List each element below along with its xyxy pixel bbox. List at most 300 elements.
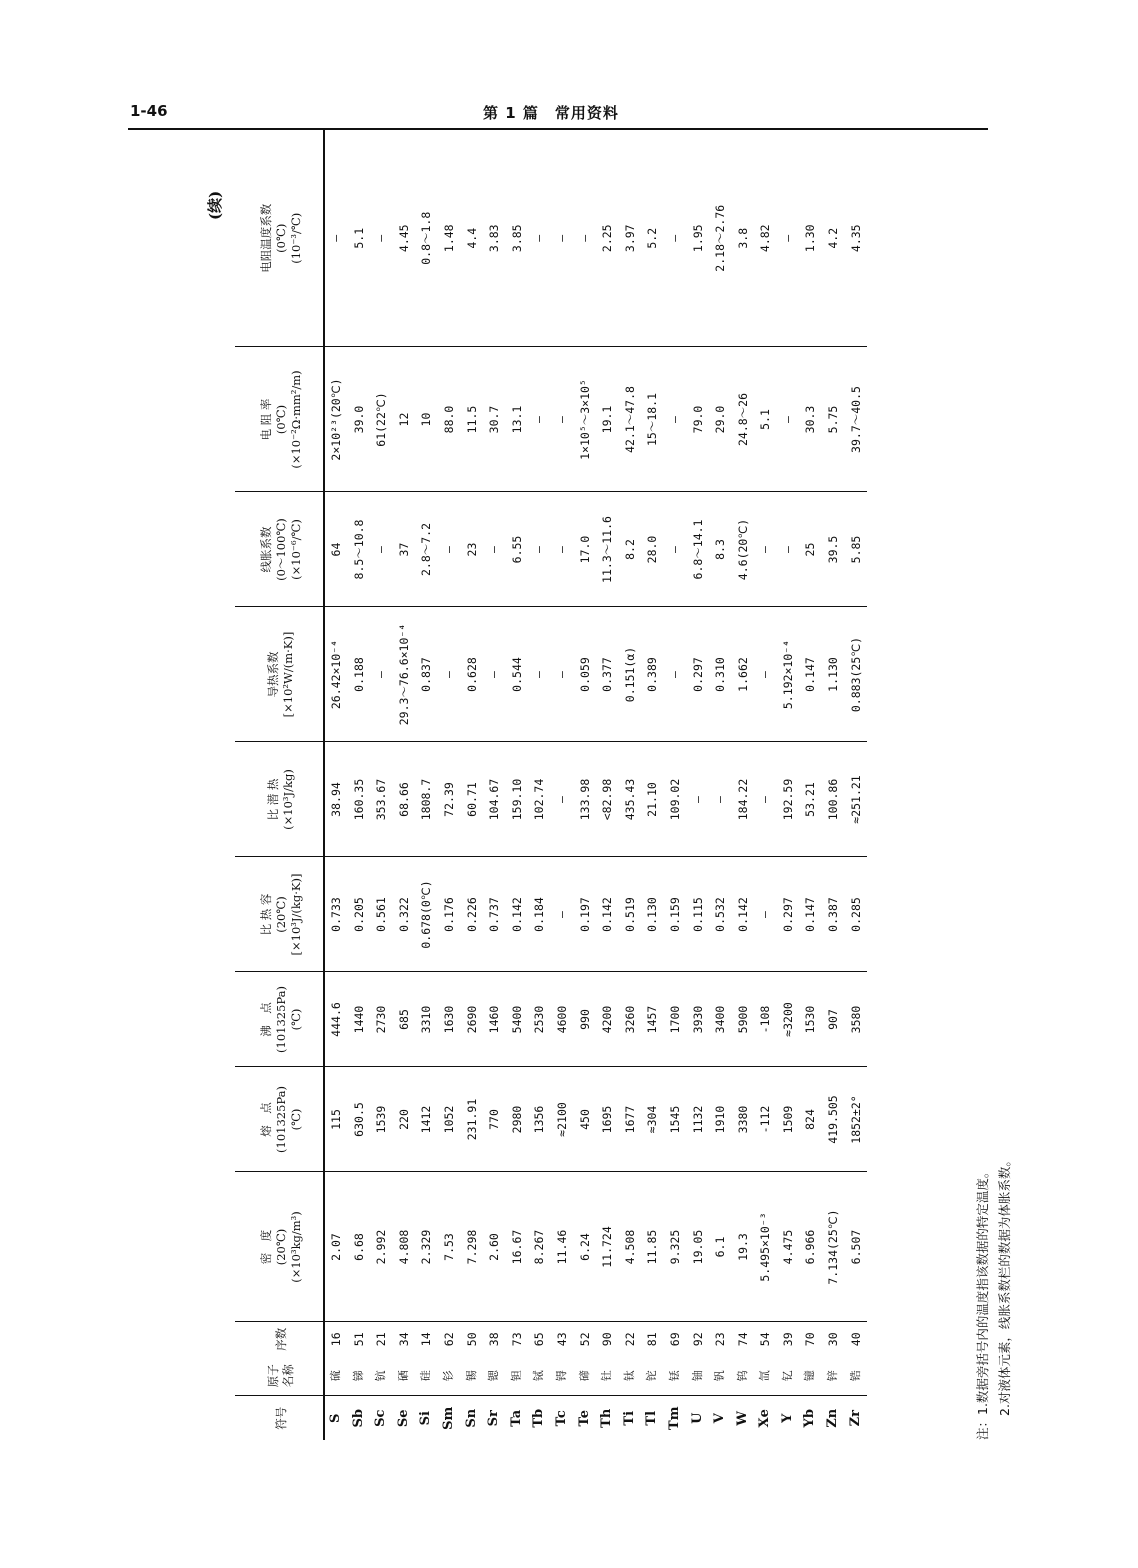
melting-point-cell: 1539 (370, 1067, 393, 1172)
name-cell: 钽 (509, 1370, 523, 1382)
boiling-point-cell: 444.6 (324, 972, 348, 1067)
header-melting-point (235, 1067, 324, 1172)
resistivity-cell: 1×10⁵～3×10⁵ (574, 347, 597, 492)
symbol-cell: Tb (528, 1396, 551, 1440)
name-cell: 钍 (600, 1370, 614, 1382)
header-symbol: 符号 (235, 1396, 324, 1440)
resistivity-cell: 39.7～40.5 (845, 347, 868, 492)
resistivity-cell: 13.1 (506, 347, 529, 492)
table-row (506, 130, 529, 1440)
latent-heat-cell: 21.10 (641, 742, 664, 857)
header-tempcoef-line-1: 电阻温度系数 (258, 203, 273, 273)
melting-point-cell: ≈2100 (551, 1067, 574, 1172)
linear-expansion-cell: 6.8～14.1 (687, 492, 710, 607)
density-cell: 4.475 (777, 1172, 800, 1322)
boiling-point-cell: 5400 (506, 972, 529, 1067)
atomic-number-cell: 30 (822, 1322, 845, 1356)
boiling-point-cell: 2690 (461, 972, 484, 1067)
melting-point-cell: 1695 (596, 1067, 619, 1172)
resistivity-cell: — (551, 347, 574, 492)
latent-heat-cell: 1808.7 (415, 742, 438, 857)
density-cell: 19.05 (687, 1172, 710, 1322)
melting-point-cell: 3380 (732, 1067, 755, 1172)
boiling-point-cell: 2530 (528, 972, 551, 1067)
header-density-line-2: (20℃) (273, 1228, 288, 1266)
thermal-conductivity-cell: — (754, 607, 777, 742)
thermal-conductivity-cell: 0.310 (709, 607, 732, 742)
specific-heat-cell: 0.142 (596, 857, 619, 972)
atomic-number-cell: 22 (619, 1322, 642, 1356)
table-header-row (235, 130, 324, 1440)
symbol-cell: Tm (664, 1396, 687, 1440)
specific-heat-cell: 0.322 (393, 857, 416, 972)
atomic-number-cell: 51 (348, 1322, 371, 1356)
density-cell: 11.85 (641, 1172, 664, 1322)
boiling-point-cell: 3930 (687, 972, 710, 1067)
density-cell: 16.67 (506, 1172, 529, 1322)
temp-coefficient-cell: 2.18～2.76 (713, 204, 728, 272)
table-row (574, 130, 597, 1440)
specific-heat-cell: 0.142 (506, 857, 529, 972)
boiling-point-cell: 990 (574, 972, 597, 1067)
specific-heat-cell: 0.147 (799, 857, 822, 972)
atomic-number-cell: 14 (415, 1322, 438, 1356)
resistivity-cell: — (664, 347, 687, 492)
temp-coefficient-cell: — (329, 234, 343, 242)
boiling-point-cell: 3400 (709, 972, 732, 1067)
latent-heat-cell: 353.67 (370, 742, 393, 857)
linear-expansion-cell: 25 (799, 492, 822, 607)
linear-expansion-cell: — (664, 492, 687, 607)
symbol-cell: Sm (438, 1396, 461, 1440)
table-row (324, 130, 348, 1440)
rotated-table-page (190, 130, 1012, 1440)
atomic-number-cell: 70 (799, 1322, 822, 1356)
atomic-number-cell: 65 (528, 1322, 551, 1356)
linear-expansion-cell: — (777, 492, 800, 607)
header-boiling-line-1: 沸 点 (258, 1002, 273, 1037)
linear-expansion-cell: — (438, 492, 461, 607)
symbol-cell: Se (393, 1396, 416, 1440)
symbol-cell: Ta (506, 1396, 529, 1440)
latent-heat-cell: 192.59 (777, 742, 800, 857)
table-row (687, 130, 710, 1440)
table-row (619, 130, 642, 1440)
name-cell: 硅 (419, 1370, 433, 1382)
header-melting-line-1: 熔 点 (258, 1102, 273, 1137)
temp-coefficient-cell: — (374, 234, 389, 242)
table-row (483, 130, 506, 1440)
density-cell: 11.724 (596, 1172, 619, 1322)
header-melting-line-3: (℃) (288, 1108, 303, 1131)
resistivity-cell: 88.0 (438, 347, 461, 492)
header-specific-heat-line-3: [×10³J/(kg·K)] (288, 873, 303, 956)
resistivity-cell: 11.5 (461, 347, 484, 492)
boiling-point-cell: 3310 (415, 972, 438, 1067)
table-row (415, 130, 438, 1440)
boiling-point-cell: ≈3200 (777, 972, 800, 1067)
density-cell: 6.24 (574, 1172, 597, 1322)
header-atom-group: 原子 (266, 1364, 280, 1388)
header-thermal-line-2: [×10²W/(m·K)] (281, 631, 295, 718)
page-number: 1-46 (130, 102, 168, 120)
thermal-conductivity-cell: 1.130 (822, 607, 845, 742)
resistivity-cell: 61(22℃) (370, 347, 393, 492)
thermal-conductivity-cell: 0.188 (348, 607, 371, 742)
linear-expansion-cell: 17.0 (574, 492, 597, 607)
melting-point-cell: ≈304 (641, 1067, 664, 1172)
specific-heat-cell: 0.285 (845, 857, 868, 972)
name-cell: 氙 (758, 1370, 772, 1382)
linear-expansion-cell: 23 (461, 492, 484, 607)
resistivity-cell: 5.1 (754, 347, 777, 492)
specific-heat-cell: 0.184 (528, 857, 551, 972)
name-cell: 硫 (329, 1370, 342, 1382)
atomic-number-cell: 34 (393, 1322, 416, 1356)
thermal-conductivity-cell: 29.3～76.6×10⁻⁴ (393, 607, 416, 742)
latent-heat-cell: 53.21 (799, 742, 822, 857)
boiling-point-cell: 3260 (619, 972, 642, 1067)
temp-coefficient-cell: 5.1 (351, 227, 366, 249)
name-cell: 碲 (577, 1370, 591, 1382)
linear-expansion-cell: — (754, 492, 777, 607)
header-name (235, 1356, 324, 1396)
thermal-conductivity-cell: — (551, 607, 574, 742)
atomic-number-cell: 62 (438, 1322, 461, 1356)
atomic-number-cell: 81 (641, 1322, 664, 1356)
name-cell: 钛 (622, 1370, 636, 1382)
atomic-number-cell: 50 (461, 1322, 484, 1356)
name-cell: 锆 (848, 1370, 862, 1382)
table-row (551, 130, 574, 1440)
density-cell: 2.992 (370, 1172, 393, 1322)
density-cell: 5.495×10⁻³ (754, 1172, 777, 1322)
specific-heat-cell: 0.519 (619, 857, 642, 972)
table-row (709, 130, 732, 1440)
symbol-cell: Yb (799, 1396, 822, 1440)
latent-heat-cell: — (687, 742, 710, 857)
temp-coefficient-cell: 4.45 (396, 224, 411, 253)
atomic-number-cell: 43 (551, 1322, 574, 1356)
atomic-number-cell: 90 (596, 1322, 619, 1356)
specific-heat-cell: 0.297 (777, 857, 800, 972)
boiling-point-cell: 3580 (845, 972, 868, 1067)
symbol-cell: Te (574, 1396, 597, 1440)
atomic-number-cell: 52 (574, 1322, 597, 1356)
table-notes (972, 130, 1016, 1440)
melting-point-cell: 770 (483, 1067, 506, 1172)
melting-point-cell: 630.5 (348, 1067, 371, 1172)
header-name-label: 名称 (281, 1364, 295, 1388)
table-row (393, 130, 416, 1440)
temp-coefficient-cell: 1.95 (690, 224, 705, 253)
thermal-conductivity-cell: 0.628 (461, 607, 484, 742)
specific-heat-cell: 0.678(0℃) (415, 857, 438, 972)
density-cell: 4.508 (619, 1172, 642, 1322)
melting-point-cell: 115 (324, 1067, 348, 1172)
temp-coefficient-cell: 3.83 (487, 224, 502, 253)
thermal-conductivity-cell: 0.883(25℃) (845, 607, 868, 742)
thermal-conductivity-cell: — (528, 607, 551, 742)
symbol-cell: Tl (641, 1396, 664, 1440)
latent-heat-cell: 133.98 (574, 742, 597, 857)
table-row (461, 130, 484, 1440)
header-specific-heat-line-1: 比 热 容 (258, 893, 273, 936)
symbol-cell: Xe (754, 1396, 777, 1440)
temp-coefficient-cell: — (667, 234, 682, 242)
symbol-cell: U (687, 1396, 710, 1440)
density-cell: 11.46 (551, 1172, 574, 1322)
specific-heat-cell: 0.176 (438, 857, 461, 972)
density-cell: 7.134(25℃) (822, 1172, 845, 1322)
atomic-number-cell: 73 (506, 1322, 529, 1356)
linear-expansion-cell: 8.5～10.8 (348, 492, 371, 607)
boiling-point-cell: 1457 (641, 972, 664, 1067)
specific-heat-cell: 0.226 (461, 857, 484, 972)
temp-coefficient-cell: 3.8 (735, 227, 750, 249)
boiling-point-cell: 685 (393, 972, 416, 1067)
continued-label: (续) (206, 190, 224, 220)
table-row (777, 130, 800, 1440)
name-cell: 钐 (441, 1370, 455, 1382)
linear-expansion-cell: 2.8～7.2 (415, 492, 438, 607)
temp-coefficient-cell: 2.25 (600, 224, 615, 253)
table-row (348, 130, 371, 1440)
symbol-cell: S (324, 1396, 348, 1440)
specific-heat-cell: 0.733 (324, 857, 348, 972)
specific-heat-cell: — (754, 857, 777, 972)
header-expansion-line-1: 线胀系数 (258, 526, 273, 573)
table-row (732, 130, 755, 1440)
resistivity-cell: — (777, 347, 800, 492)
resistivity-cell: 30.7 (483, 347, 506, 492)
temp-coefficient-cell: 3.97 (622, 224, 637, 253)
header-resistivity-line-2: (0℃) (273, 404, 288, 435)
linear-expansion-cell: 11.3～11.6 (596, 492, 619, 607)
header-density (235, 1172, 324, 1322)
header-expansion-line-2: (0～100℃) (273, 518, 288, 581)
resistivity-cell: 30.3 (799, 347, 822, 492)
resistivity-cell: 42.1～47.8 (619, 347, 642, 492)
temp-coefficient-cell: — (780, 234, 795, 242)
atomic-number-cell: 21 (370, 1322, 393, 1356)
melting-point-cell: 1509 (777, 1067, 800, 1172)
thermal-conductivity-cell: 0.297 (687, 607, 710, 742)
atomic-number-cell: 40 (845, 1322, 868, 1356)
latent-heat-cell: ≈251.21 (845, 742, 868, 857)
melting-point-cell: 1132 (687, 1067, 710, 1172)
header-specific-heat-line-2: (20℃) (273, 896, 288, 933)
symbol-cell: Zr (845, 1396, 868, 1440)
boiling-point-cell: -108 (754, 972, 777, 1067)
linear-expansion-cell: 28.0 (641, 492, 664, 607)
temp-coefficient-cell: 4.35 (848, 224, 863, 253)
resistivity-cell: 5.75 (822, 347, 845, 492)
specific-heat-cell: 0.387 (822, 857, 845, 972)
boiling-point-cell: 1700 (664, 972, 687, 1067)
page-header (128, 100, 988, 130)
symbol-cell: Sc (370, 1396, 393, 1440)
linear-expansion-cell: — (370, 492, 393, 607)
thermal-conductivity-cell: 0.837 (415, 607, 438, 742)
density-cell: 9.325 (664, 1172, 687, 1322)
header-density-line-1: 密 度 (258, 1229, 273, 1265)
latent-heat-cell: 102.74 (528, 742, 551, 857)
symbol-cell: Zn (822, 1396, 845, 1440)
latent-heat-cell: <82.98 (596, 742, 619, 857)
thermal-conductivity-cell: 26.42×10⁻⁴ (324, 607, 348, 742)
name-cell: 钇 (780, 1370, 794, 1382)
name-cell: 硒 (396, 1370, 410, 1382)
table-row (641, 130, 664, 1440)
header-latent-heat-line-2: (×10³J/kg) (281, 769, 295, 830)
density-cell: 2.07 (324, 1172, 348, 1322)
name-cell: 锶 (487, 1370, 501, 1382)
boiling-point-cell: 4200 (596, 972, 619, 1067)
table-row (528, 130, 551, 1440)
name-cell: 钪 (374, 1370, 388, 1382)
symbol-cell: Sb (348, 1396, 371, 1440)
temp-coefficient-cell: 1.48 (441, 224, 456, 253)
melting-point-cell: 2980 (506, 1067, 529, 1172)
linear-expansion-cell: 39.5 (822, 492, 845, 607)
temp-coefficient-cell: 4.2 (826, 227, 841, 249)
resistivity-cell: 10 (415, 347, 438, 492)
latent-heat-cell: 38.94 (324, 742, 348, 857)
density-cell: 6.1 (709, 1172, 732, 1322)
resistivity-cell: 12 (393, 347, 416, 492)
name-cell: 铀 (690, 1370, 704, 1382)
boiling-point-cell: 1460 (483, 972, 506, 1067)
temp-coefficient-cell: 4.82 (758, 224, 773, 253)
temp-coefficient-cell: 5.2 (645, 227, 660, 249)
linear-expansion-cell: 64 (324, 492, 348, 607)
linear-expansion-cell: — (483, 492, 506, 607)
table-row (754, 130, 777, 1440)
thermal-conductivity-cell: — (483, 607, 506, 742)
name-cell: 铽 (532, 1370, 546, 1382)
atomic-number-cell: 92 (687, 1322, 710, 1356)
linear-expansion-cell: 6.55 (506, 492, 529, 607)
header-resistivity (235, 347, 324, 492)
temp-coefficient-cell: — (577, 234, 592, 242)
specific-heat-cell: 0.197 (574, 857, 597, 972)
atomic-number-cell: 38 (483, 1322, 506, 1356)
thermal-conductivity-cell: 0.059 (574, 607, 597, 742)
name-cell: 钒 (713, 1370, 727, 1382)
name-cell: 锡 (464, 1370, 478, 1382)
symbol-cell: Y (777, 1396, 800, 1440)
note-2: 2.对液体元素，线胀系数栏的数据为体胀系数。 (997, 1154, 1012, 1416)
thermal-conductivity-cell: 0.377 (596, 607, 619, 742)
boiling-point-cell: 907 (822, 972, 845, 1067)
melting-point-cell: 419.505 (822, 1067, 845, 1172)
atomic-number-cell: 54 (754, 1322, 777, 1356)
thermal-conductivity-cell: — (438, 607, 461, 742)
thermal-conductivity-cell: 5.192×10⁻⁴ (777, 607, 800, 742)
linear-expansion-cell: 37 (393, 492, 416, 607)
specific-heat-cell: 0.561 (370, 857, 393, 972)
resistivity-cell: 24.8～26 (732, 347, 755, 492)
temp-coefficient-cell: 0.8～1.8 (419, 211, 434, 265)
atomic-number-cell: 69 (664, 1322, 687, 1356)
header-boiling-line-3: (℃) (288, 1008, 303, 1031)
specific-heat-cell: — (551, 857, 574, 972)
latent-heat-cell: 72.39 (438, 742, 461, 857)
linear-expansion-cell: 8.3 (709, 492, 732, 607)
name-cell: 锌 (826, 1370, 840, 1382)
atomic-number-cell: 16 (324, 1322, 348, 1356)
linear-expansion-cell: 4.6(20℃) (732, 492, 755, 607)
header-boiling-point (235, 972, 324, 1067)
temp-coefficient-cell: — (554, 234, 569, 242)
melting-point-cell: 1677 (619, 1067, 642, 1172)
temp-coefficient-cell: 4.4 (464, 227, 479, 249)
melting-point-cell: 450 (574, 1067, 597, 1172)
symbol-cell: Si (415, 1396, 438, 1440)
header-tempcoef-line-3: (10⁻³/℃) (288, 212, 303, 264)
atomic-number-cell: 23 (709, 1322, 732, 1356)
table-row (370, 130, 393, 1440)
table-row (438, 130, 461, 1440)
latent-heat-cell: 109.02 (664, 742, 687, 857)
boiling-point-cell: 2730 (370, 972, 393, 1067)
density-cell: 7.53 (438, 1172, 461, 1322)
symbol-cell: W (732, 1396, 755, 1440)
header-atomic-number: 序数 (235, 1322, 324, 1356)
table-row (799, 130, 822, 1440)
density-cell: 19.3 (732, 1172, 755, 1322)
melting-point-cell: 824 (799, 1067, 822, 1172)
density-cell: 6.68 (348, 1172, 371, 1322)
table-row (845, 130, 868, 1440)
resistivity-cell: 19.1 (596, 347, 619, 492)
resistivity-cell: — (528, 347, 551, 492)
symbol-cell: Sn (461, 1396, 484, 1440)
melting-point-cell: 220 (393, 1067, 416, 1172)
latent-heat-cell: 435.43 (619, 742, 642, 857)
density-cell: 7.298 (461, 1172, 484, 1322)
boiling-point-cell: 1630 (438, 972, 461, 1067)
name-cell: 镱 (803, 1370, 817, 1382)
latent-heat-cell: 160.35 (348, 742, 371, 857)
latent-heat-cell: 100.86 (822, 742, 845, 857)
header-boiling-line-2: (101325Pa) (273, 986, 288, 1053)
density-cell: 2.329 (415, 1172, 438, 1322)
specific-heat-cell: 0.159 (664, 857, 687, 972)
header-temp-coefficient (235, 130, 324, 347)
thermal-conductivity-cell: 0.389 (641, 607, 664, 742)
latent-heat-cell: 68.66 (393, 742, 416, 857)
latent-heat-cell: 184.22 (732, 742, 755, 857)
melting-point-cell: 1545 (664, 1067, 687, 1172)
name-cell: 铊 (645, 1370, 659, 1382)
resistivity-cell: 39.0 (348, 347, 371, 492)
header-linear-expansion (235, 492, 324, 607)
linear-expansion-cell: — (528, 492, 551, 607)
latent-heat-cell: 159.10 (506, 742, 529, 857)
latent-heat-cell: 60.71 (461, 742, 484, 857)
specific-heat-cell: 0.115 (687, 857, 710, 972)
density-cell: 4.808 (393, 1172, 416, 1322)
symbol-cell: Sr (483, 1396, 506, 1440)
melting-point-cell: 1356 (528, 1067, 551, 1172)
resistivity-cell: 15～18.1 (641, 347, 664, 492)
specific-heat-cell: 0.142 (732, 857, 755, 972)
thermal-conductivity-cell: 1.662 (732, 607, 755, 742)
temp-coefficient-cell: — (532, 234, 547, 242)
symbol-cell: Tc (551, 1396, 574, 1440)
